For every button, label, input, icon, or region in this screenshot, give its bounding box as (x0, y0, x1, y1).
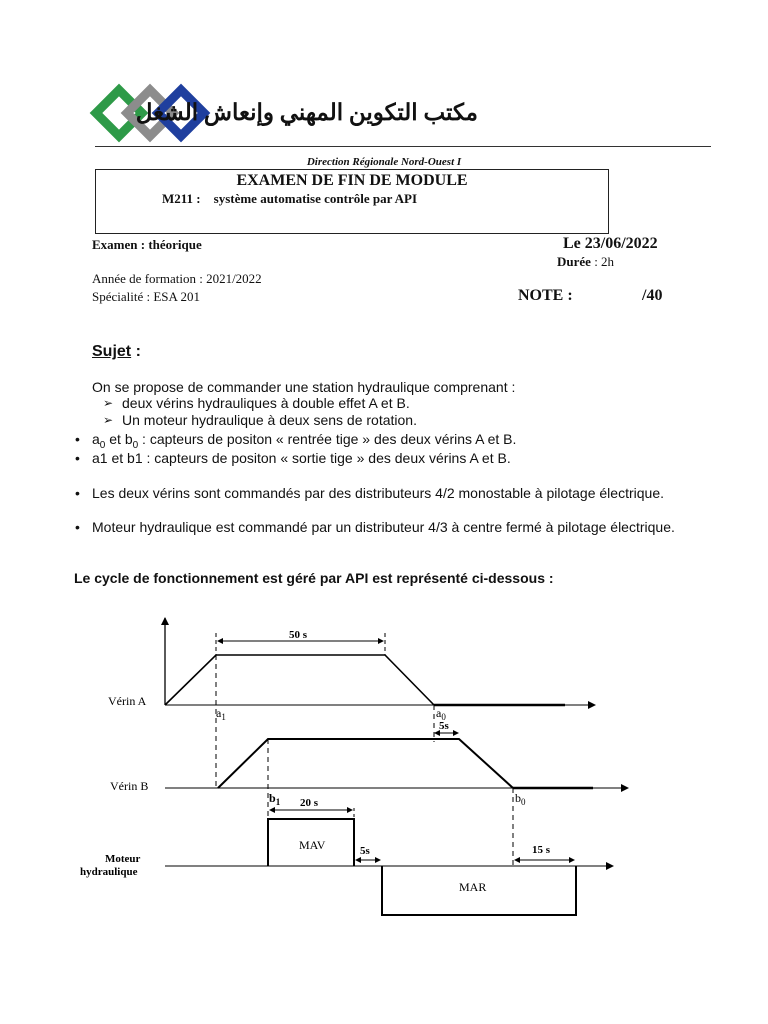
subject-colon: : (135, 343, 141, 360)
timing-diagram (0, 600, 768, 930)
module-code: M211 : (162, 191, 201, 206)
subject-heading (92, 343, 141, 361)
sensor-item (75, 450, 511, 467)
module-name: système automatise contrôle par API (213, 191, 418, 206)
sensor-a-sub: 0 (99, 439, 106, 451)
cycle-caption: Le cycle de fonctionnement est géré par API est représenté ci-dessous : (74, 570, 554, 586)
duration-20-label: 20 s (300, 797, 319, 809)
verin-b-signal (218, 739, 513, 788)
sensor-b0-label: $b_0$ (515, 791, 526, 807)
duration-5a-label: 5s (439, 720, 449, 732)
logo-arabic-text: مكتب التكوين المهني وإنعاش الشغل (135, 100, 478, 125)
moteur-label-1: Moteur (105, 853, 141, 865)
verin-a-label: Vérin A (108, 694, 147, 708)
bullet-icon: • (75, 485, 80, 501)
arrow-item-text: Un moteur hydraulique à deux sens de rotation. (122, 412, 417, 428)
sensor-b-sub: 0 (132, 439, 139, 451)
subject-intro: On se propose de commander une station hydraulique comprenant : (92, 379, 516, 395)
arrow-bullet-icon: ➢ (103, 413, 114, 427)
bullet-icon: • (75, 450, 80, 466)
mar-label: MAR (459, 880, 487, 894)
duration-15-label: 15 s (532, 844, 551, 856)
duration-label: Durée (557, 254, 591, 269)
arrow-item-text: deux vérins hydrauliques à double effet A et B. (122, 395, 410, 411)
duration-5b-label: 5s (360, 845, 370, 857)
exam-type: Examen : théorique (92, 237, 202, 252)
exam-title-box (95, 169, 609, 234)
mav-label: MAV (299, 838, 326, 852)
verin-a-signal (165, 655, 434, 705)
duration-50-label: 50 s (289, 629, 308, 641)
arrow-item (103, 395, 410, 412)
verin-b-label: Vérin B (110, 779, 149, 793)
exam-duration (557, 254, 614, 270)
distributor-item-text: Les deux vérins sont commandés par des distributeurs 4/2 monostable à pilotage électrique. (92, 485, 664, 501)
sensor-description: : capteurs de positon « rentrée tige » des deux vérins A et B. (138, 431, 517, 447)
sensor-item-text: a1 et b1 : capteurs de positon « sortie tige » des deux vérins A et B. (92, 450, 511, 466)
module-line (162, 191, 417, 207)
sensor-a1-label: $a_1$ (216, 706, 226, 722)
sensor-a0-label: $a_0$ (436, 706, 446, 722)
sensor-a-letter: a (92, 431, 100, 447)
direction-label: Direction Régionale Nord-Ouest I (306, 156, 462, 168)
note-max: /40 (642, 287, 663, 304)
specialty: Spécialité : ESA 201 (92, 289, 200, 304)
exam-title: EXAMEN DE FIN DE MODULE (236, 172, 468, 189)
bullet-icon: • (75, 431, 80, 447)
moteur-label-2: hydraulique (80, 866, 138, 878)
subject-title: Sujet (92, 343, 132, 360)
distributor-item (75, 485, 692, 502)
sensor-b-letter: et b (105, 431, 133, 447)
exam-date: Le 23/06/2022 (563, 235, 658, 252)
header-divider (95, 146, 711, 147)
sensor-b1-label: $b_1$ (269, 791, 281, 807)
arrow-item (103, 412, 417, 429)
arrow-bullet-icon: ➢ (103, 396, 114, 410)
note-label: NOTE : (518, 287, 573, 304)
training-year: Année de formation : 2021/2022 (92, 271, 262, 286)
distributor-item (75, 519, 692, 536)
bullet-icon: • (75, 519, 80, 535)
duration-value: : 2h (594, 254, 615, 269)
distributor-item-text: Moteur hydraulique est commandé par un distributeur 4/3 à centre fermé à pilotage électrique. (92, 519, 675, 535)
